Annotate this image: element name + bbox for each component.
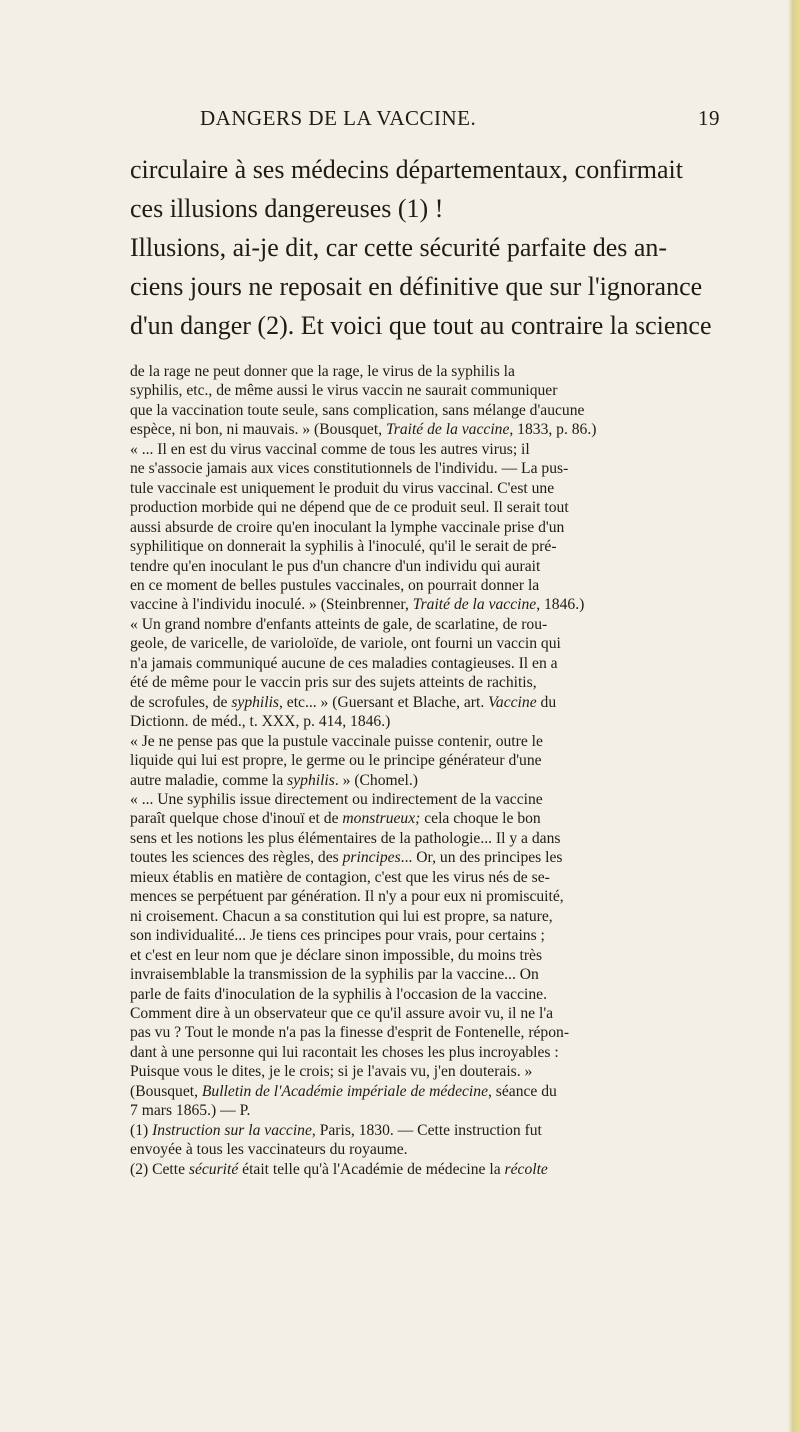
note-line: aussi absurde de croire qu'en inoculant la lymphe vaccinale prise d'un (130, 518, 565, 536)
main-line: ces illusions dangereuses (1) ! (130, 194, 444, 223)
main-line: d'un danger (2). Et voici que tout au contraire la science (130, 311, 712, 340)
main-line: circulaire à ses médecins départementaux, confirmait (130, 155, 683, 184)
page-number: 19 (698, 106, 720, 130)
note-line: Puisque vous le dites, je le crois; si je l'avais vu, j'en douterais. » (130, 1063, 533, 1081)
note-line: autre maladie, comme la syphilis. » (Chomel.) (130, 771, 418, 789)
page-edge (788, 0, 800, 1432)
note-line: (2) Cette sécurité était telle qu'à l'Académie de médecine la récolte (130, 1160, 548, 1178)
main-line: ciens jours ne reposait en définitive que sur l'ignorance (130, 272, 703, 301)
note-line: de scrofules, de syphilis, etc... » (Guersant et Blache, art. Vaccine du (130, 693, 557, 711)
note-line: été de même pour le vaccin pris sur des sujets atteints de rachitis, (130, 674, 537, 692)
italic-title: récolte (504, 1160, 548, 1178)
main-line: Illusions, ai-je dit, car cette sécurité parfaite des an- (130, 233, 668, 262)
note-line: tule vaccinale est uniquement le produit du virus vaccinal. C'est une (130, 479, 555, 497)
main-text (130, 150, 736, 345)
italic-title: Bulletin de l'Académie impériale de médecine (201, 1082, 488, 1100)
note-line: 7 mars 1865.) — P. (130, 1102, 251, 1120)
note-line: tendre qu'en inoculant le pus d'un chancre d'un individu qui aurait (130, 557, 541, 575)
note-line: « Je ne pense pas que la pustule vaccinale puisse contenir, outre le (130, 732, 543, 750)
note-line: syphilis, etc., de même aussi le virus vaccin ne saurait communiquer (130, 382, 558, 400)
italic-title: Instruction sur la vaccine (152, 1121, 312, 1139)
note-line: son individualité... Je tiens ces principes pour vrais, pour certains ; (130, 927, 545, 945)
note-line: n'a jamais communiqué aucune de ces maladies contagieuses. Il en a (130, 654, 558, 672)
footnotes (130, 362, 736, 1179)
note-line: (1) Instruction sur la vaccine, Paris, 1830. — Cette instruction fut (130, 1121, 542, 1139)
italic-title: Vaccine (488, 693, 537, 711)
italic-title: principes (342, 849, 401, 867)
running-header (200, 106, 720, 136)
note-line: ne s'associe jamais aux vices constitutionnels de l'individu. — La pus- (130, 460, 569, 478)
note-line: mences se perpétuent par génération. Il n'y a pour eux ni promiscuité, (130, 888, 564, 906)
note-line: sens et les notions les plus élémentaires de la pathologie... Il y a dans (130, 829, 561, 847)
italic-title: syphilis (231, 693, 279, 711)
note-line: parle de faits d'inoculation de la syphilis à l'occasion de la vaccine. (130, 985, 547, 1003)
note-line: liquide qui lui est propre, le germe ou le principe générateur d'une (130, 752, 542, 770)
note-line: espèce, ni bon, ni mauvais. » (Bousquet, Traité de la vaccine, 1833, p. 86.) (130, 421, 597, 439)
note-line: de la rage ne peut donner que la rage, le virus de la syphilis la (130, 363, 515, 380)
note-line: (Bousquet, Bulletin de l'Académie impériale de médecine, séance du (130, 1082, 557, 1100)
note-line: dant à une personne qui lui racontait les choses les plus incroyables : (130, 1043, 559, 1061)
note-line: « ... Une syphilis issue directement ou indirectement de la vaccine (130, 790, 543, 808)
note-line: mieux établis en matière de contagion, c'est que les virus nés de se- (130, 868, 550, 886)
note-line: Dictionn. de méd., t. XXX, p. 414, 1846.) (130, 713, 391, 731)
note-line: « Un grand nombre d'enfants atteints de gale, de scarlatine, de rou- (130, 615, 548, 633)
note-line: ni croisement. Chacun a sa constitution qui lui est propre, sa nature, (130, 907, 553, 925)
note-line: « ... Il en est du virus vaccinal comme de tous les autres virus; il (130, 440, 530, 458)
note-line: pas vu ? Tout le monde n'a pas la finesse d'esprit de Fontenelle, répon- (130, 1024, 570, 1042)
italic-title: monstrueux; (342, 810, 421, 828)
note-line: envoyée à tous les vaccinateurs du royaume. (130, 1141, 408, 1159)
note-line: en ce moment de belles pustules vaccinales, on pourrait donner la (130, 576, 540, 594)
italic-title: Traité de la vaccine (385, 421, 510, 439)
note-line: syphilitique on donnerait la syphilis à l'inoculé, qu'il le serait de pré- (130, 538, 557, 556)
note-line: invraisemblable la transmission de la syphilis par la vaccine... On (130, 966, 539, 984)
note-line: geole, de varicelle, de varioloïde, de variole, ont fourni un vaccin qui (130, 635, 561, 653)
note-line: paraît quelque chose d'inouï et de monstrueux; cela choque le bon (130, 810, 541, 828)
note-line: et c'est en leur nom que je déclare sinon impossible, du moins très (130, 946, 543, 964)
note-line: Comment dire à un observateur que ce qu'il assure avoir vu, il ne l'a (130, 1004, 554, 1022)
note-line: vaccine à l'individu inoculé. » (Steinbrenner, Traité de la vaccine, 1846.) (130, 596, 585, 614)
italic-title: syphilis (287, 771, 335, 789)
note-line: production morbide qui ne dépend que de ce produit seul. Il serait tout (130, 499, 569, 517)
italic-title: Traité de la vaccine (412, 596, 537, 614)
running-title: DANGERS DE LA VACCINE. (200, 106, 477, 130)
note-line: que la vaccination toute seule, sans complication, sans mélange d'aucune (130, 401, 585, 419)
note-line: toutes les sciences des règles, des principes... Or, un des principes les (130, 849, 563, 867)
italic-title: sécurité (188, 1160, 239, 1178)
